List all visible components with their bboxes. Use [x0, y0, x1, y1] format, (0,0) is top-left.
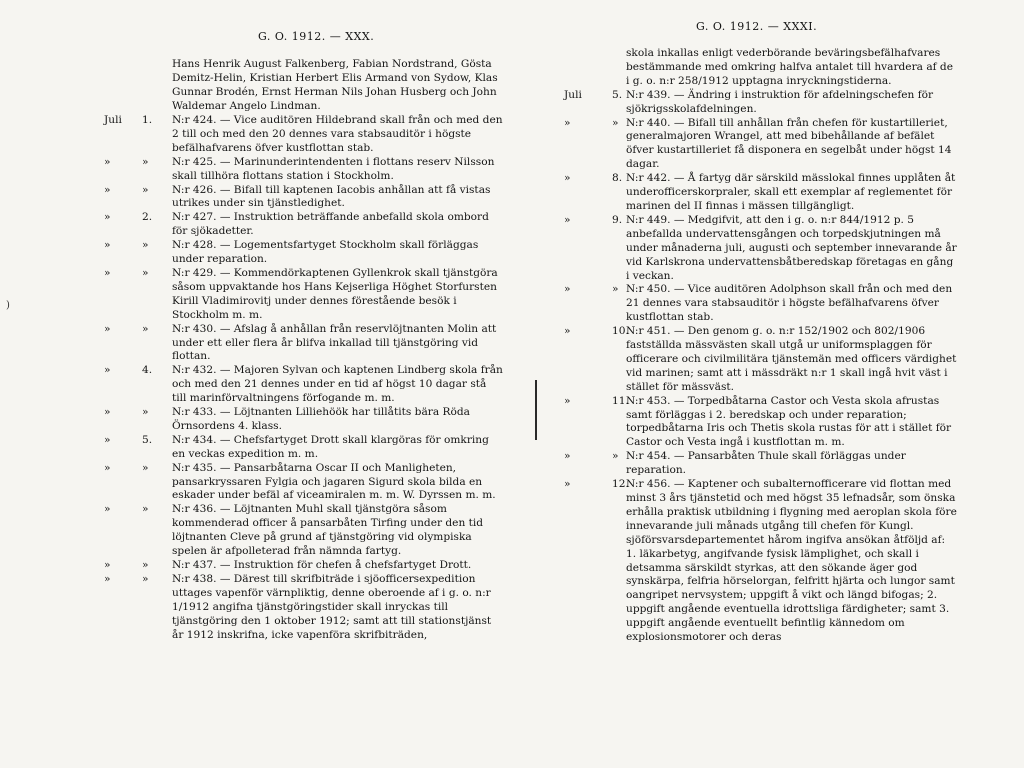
- entry-month: »: [104, 183, 111, 196]
- entry: [540, 395, 958, 451]
- entry: [0, 323, 504, 365]
- entry-text: N:r 440. — Bifall till anhållan från chefen för kustartilleriet, generalmajoren Wrangel, att med bibehållande af befälet öfver kustartilleriet få disponera en segelbåt under högst 14 dagar.: [626, 116, 952, 171]
- entry-month: »: [564, 283, 571, 296]
- entry-text: N:r 450. — Vice auditören Adolphson skall från och med den 21 dennes vara stabsauditör i högste befälhafvarens öfver kustflottan stab.: [626, 283, 953, 324]
- entry-month: Juli: [564, 88, 582, 101]
- entry-text: N:r 433. — Löjtnanten Lilliehöök har tillåtits bära Röda Örnsordens 4. klass.: [172, 406, 470, 432]
- entry-month: »: [564, 213, 571, 226]
- entry-day: 1.: [142, 114, 153, 126]
- entry-text: N:r 425. — Marinunderintendenten i flottans reserv Nilsson skall tillhöra flottans station i Stockholm.: [172, 155, 495, 182]
- entry-month: »: [104, 503, 111, 516]
- entry-day: 2.: [142, 211, 153, 224]
- entry-day: »: [142, 183, 149, 196]
- entry: [0, 114, 504, 156]
- entry: [540, 283, 958, 325]
- left-page-header: G. O. 1912. — XXX.: [258, 30, 375, 43]
- entry-text: N:r 437. — Instruktion för chefen å chefsfartyget Drott.: [172, 559, 472, 571]
- entry-month: »: [104, 461, 111, 474]
- entry-month: »: [104, 406, 111, 419]
- entry-text: N:r 428. — Logementsfartyget Stockholm skall förläggas under reparation.: [172, 239, 479, 266]
- left-margin-mark: ): [6, 300, 10, 311]
- entry-text: skola inkallas enligt vederbörande beväringsbefälhafvares bestämmande med omkring halfva antalet till hvardera af de i g. o. n:r 258/1912 upptagna inryckningstiderna.: [626, 47, 953, 87]
- entry-month: »: [564, 116, 571, 129]
- entry: [0, 239, 504, 267]
- entry-day: »: [142, 572, 149, 585]
- entry-month: »: [564, 394, 571, 407]
- entry-month: »: [104, 364, 111, 377]
- entry-text: N:r 432. — Majoren Sylvan och kaptenen Lindberg skola från och med den 21 dennes under en tid af högst 10 dagar stå till marinförvaltningens förfogande m. m.: [172, 364, 503, 405]
- entry: [0, 559, 504, 573]
- entry-month: »: [104, 155, 111, 168]
- entry: [0, 184, 504, 212]
- entry: [0, 364, 504, 406]
- entry-day: »: [142, 155, 149, 168]
- entry-month: »: [104, 572, 111, 585]
- entry-month: »: [104, 211, 111, 224]
- entry-day: »: [142, 322, 149, 335]
- entry-text: N:r 454. — Pansarbåten Thule skall förläggas under reparation.: [626, 450, 906, 477]
- entry-day: 9.: [612, 213, 623, 226]
- page-gutter-line: [535, 380, 537, 440]
- entry-day: »: [142, 503, 149, 516]
- right-page-entries: [540, 47, 958, 645]
- entry-text: N:r 451. — Den genom g. o. n:r 152/1902 och 802/1906 fastställda mässvästen skall utgå ur uniformsplaggen för officerare och civilmilitära tjänstemän med officers värdighet vid marinen; samt att i mässdräkt n:r 1 skall ingå hvit väst i stället för mässväst.: [626, 325, 957, 393]
- entry-text: N:r 456. — Kaptener och subalternofficerare vid flottan med minst 3 års tjänstetid och med högst 35 lefnadsår, som önska erhålla praktisk utbildning i flygning med aeroplan skola före innevarande juli månads utgång till chefen för Kungl. sjöförsvarsdepartementet hårom ingifva ansökan åtföljd af: 1. läkarbetyg, angifvande fysisk lämplighet, och skall i detsamma särskildt styrkas, att den sökande äger god synskärpa, felfria hörselorgan, felfritt hjärta och lungor samt oangripet nervsystem; uppgift å vikt och längd bifogas; 2. uppgift angående eventuella idrottsliga färdigheter; samt 3. uppgift angående eventuellt befintlig kännedom om explosionsmotorer och deras: [626, 478, 957, 644]
- entry-text: N:r 424. — Vice auditören Hildebrand skall från och med den 2 till och med den 20 dennes vara stabsauditör i högste befälhafvarens öfver kustflottan stab.: [172, 114, 503, 154]
- entry-month: »: [564, 172, 571, 185]
- entry-text: N:r 434. — Chefsfartyget Drott skall klargöras för omkring en veckas expedition m. m.: [172, 433, 489, 460]
- entry-month: »: [104, 322, 111, 335]
- entry-day: 5.: [142, 433, 153, 446]
- entry-day: »: [142, 239, 149, 252]
- entry-text: N:r 430. — Afslag å anhållan från reservlöjtnanten Molin att under ett eller flera år blifva inkallad till tjänstgöring vid flottan.: [172, 322, 497, 363]
- entry: [0, 503, 504, 559]
- entry: [540, 172, 958, 214]
- entry: [540, 325, 958, 395]
- entry: [0, 406, 504, 434]
- entry-month: »: [104, 559, 111, 571]
- entry: [0, 434, 504, 462]
- left-page-entries: [0, 114, 504, 642]
- entry-day: 12.: [612, 478, 629, 491]
- entry-text: N:r 439. — Ändring i instruktion för afdelningschefen för sjökrigsskolafdelningen.: [626, 88, 934, 115]
- left-page-intro: Hans Henrik August Falkenberg, Fabian Nordstrand, Gösta Demitz-Helin, Kristian Herbert Elis Armand von Sydow, Klas Gunnar Brodén, Ernst Herman Nils Johan Husberg och John Waldemar Angelo Lindman.: [172, 58, 498, 112]
- entry: [540, 214, 958, 284]
- entry-month: »: [564, 450, 571, 463]
- entry: [0, 211, 504, 239]
- entry-text: N:r 427. — Instruktion beträffande anbefalld skola ombord för sjökadetter.: [172, 211, 489, 238]
- entry-day: »: [142, 461, 149, 474]
- entry-text: N:r 449. — Medgifvit, att den i g. o. n:r 844/1912 p. 5 anbefallda undervattensgången och torpedskjutningen må under månaderna juli, augusti och september innevarande år vid Karlskrona undervattensbåtberedskap företagas en gång i veckan.: [626, 213, 957, 282]
- entry: [540, 478, 958, 645]
- entry: [540, 117, 958, 173]
- entry: [0, 462, 504, 504]
- entry: [0, 156, 504, 184]
- entry-month: Juli: [104, 114, 122, 126]
- entry: [0, 573, 504, 643]
- entry-text: N:r 426. — Bifall till kaptenen Iacobis anhållan att få vistas utrikes under sin tjänstledighet.: [172, 183, 491, 210]
- entry-day: »: [142, 266, 149, 279]
- entry-month: »: [104, 266, 111, 279]
- entry-text: N:r 429. — Kommendörkaptenen Gyllenkrok skall tjänstgöra såsom uppvaktande hos Hans Kejserliga Höghet Storfursten Kirill Vladimirovitj under dennes förestående besök i Stockholm m. m.: [172, 266, 498, 321]
- entry: [0, 267, 504, 323]
- entry: [540, 47, 958, 89]
- entry-day: »: [142, 559, 149, 571]
- entry-day: 11.: [612, 394, 629, 407]
- entry-text: N:r 442. — Å fartyg där särskild mässlokal finnes upplåten åt underofficerskorpraler, skall ett exemplar af reglementet för marinen del II finnas i mässen tillgängligt.: [626, 172, 956, 212]
- entry-month: »: [564, 478, 571, 491]
- entry-text: N:r 438. — Därest till skrifbiträde i sjöofficersexpedition uttages vapenför värnpliktig, denne oberoende af i g. o. n:r 1/1912 angifna tjänstgöringstider skall inryckas till tjänstgöring den 1 oktober 1912; samt att till stationstjänst år 1912 inskrifna, icke vapenföra skrifbiträden,: [172, 572, 492, 641]
- entry-day: »: [142, 406, 149, 419]
- entry: [540, 450, 958, 478]
- entry-day: »: [612, 283, 619, 296]
- entry-day: 4.: [142, 364, 153, 377]
- entry-month: »: [104, 433, 111, 446]
- right-page-header: G. O. 1912. — XXXI.: [696, 20, 818, 33]
- entry-day: 8.: [612, 172, 623, 185]
- entry-text: N:r 436. — Löjtnanten Muhl skall tjänstgöra såsom kommenderad officer å pansarbåten Tirfing under den tid löjtnanten Cleve på grund af tjänstgöring vid olympiska spelen är afpolleterad från nämnda fartyg.: [172, 503, 484, 558]
- entry-day: 5.: [612, 88, 623, 101]
- entry-text: N:r 453. — Torpedbåtarna Castor och Vesta skola afrustas samt förläggas i 2. beredskap och under reparation; torpedbåtarna Iris och Thetis skola rustas för att i stället för Castor och Vesta ingå i kustflottan m. m.: [626, 394, 952, 449]
- entry-day: »: [612, 116, 619, 129]
- entry-text: N:r 435. — Pansarbåtarna Oscar II och Manligheten, pansarkryssaren Fylgia och jagaren Sigurd skola bilda en eskader under befäl af viceamiralen m. m. W. Dyrssen m. m.: [172, 461, 496, 502]
- entry: [540, 89, 958, 117]
- entry-month: »: [564, 325, 571, 338]
- entry-day: 10.: [612, 325, 629, 338]
- entry-month: »: [104, 239, 111, 252]
- entry-day: »: [612, 450, 619, 463]
